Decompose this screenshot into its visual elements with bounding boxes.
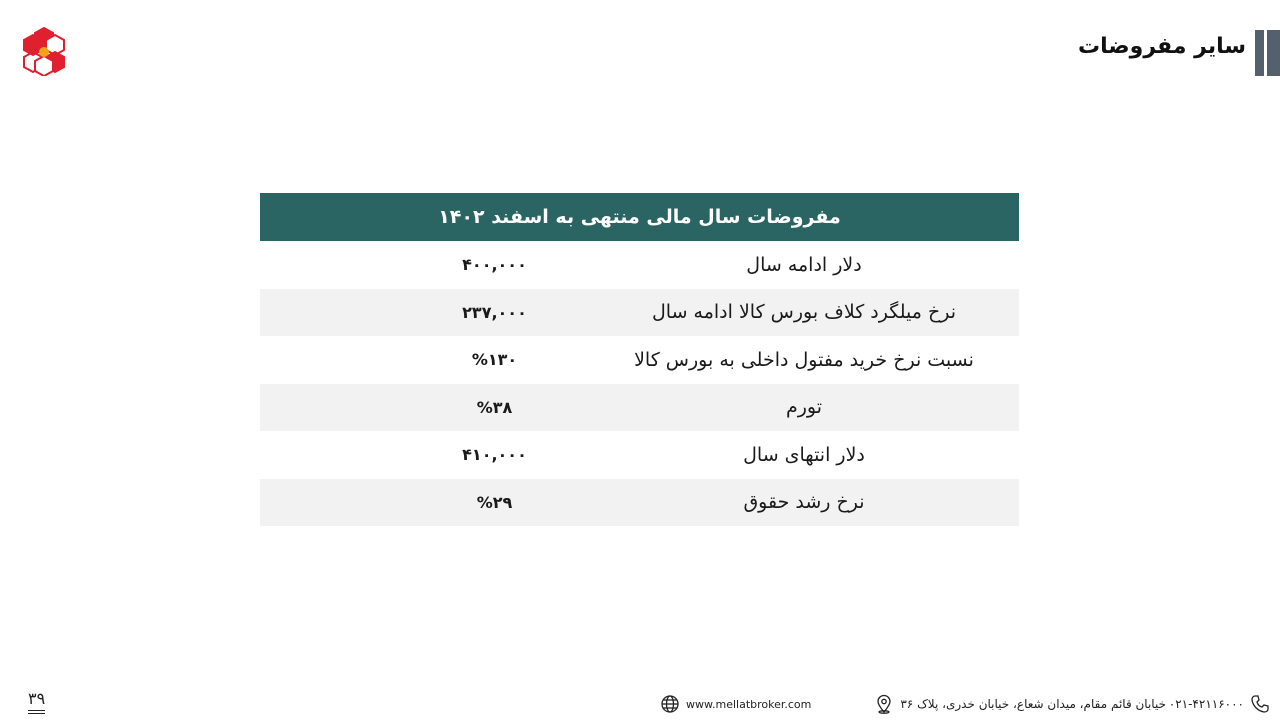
title-accent-bars [1255,30,1280,76]
row-label: نرخ میلگرد کلاف بورس کالا ادامه سال [651,301,957,324]
row-label: نرخ رشد حقوق [743,491,865,514]
page-number: ۳۹ [28,690,45,711]
row-label: تورم [785,396,823,419]
table-row [260,241,1019,289]
location-pin-icon [874,694,894,714]
title-accent-bar-inner [1255,30,1264,76]
row-label: دلار ادامه سال [746,253,862,276]
row-label: نسبت نرخ خرید مفتول داخلی به بورس کالا [634,348,974,371]
row-value: ۲۳۷,۰۰۰ [462,302,527,322]
table-row [260,431,1019,479]
row-value: %۲۹ [476,492,513,512]
company-logo [20,26,68,76]
footer-address [874,694,1166,714]
row-value: %۳۸ [476,397,513,417]
row-value: %۱۳۰ [471,350,518,370]
footer-phone [1169,694,1270,714]
table-row [260,479,1019,527]
table-row [260,384,1019,432]
table-row [260,336,1019,384]
row-label: دلار انتهای سال [743,443,865,466]
page-title: سایر مفروضات [1078,34,1246,59]
footer-website[interactable] [660,694,811,714]
website-link[interactable]: www.mellatbroker.com [686,697,812,711]
table-row [260,289,1019,337]
assumptions-table [260,193,1019,526]
phone-icon [1250,694,1270,714]
footer [0,688,1280,720]
row-value: ۴۱۰,۰۰۰ [462,445,527,465]
globe-icon [660,694,680,714]
title-accent-bar-outer [1267,30,1280,76]
phone-number: ۰۲۱-۴۲۱۱۶۰۰۰ [1168,697,1244,711]
row-value: ۴۰۰,۰۰۰ [462,255,527,275]
table-title: مفروضات سال مالی منتهی به اسفند ۱۴۰۲ [260,193,1019,241]
address-text: خیابان قائم مقام، میدان شعاع، خیابان خدری، پلاک ۳۶ [900,697,1166,711]
